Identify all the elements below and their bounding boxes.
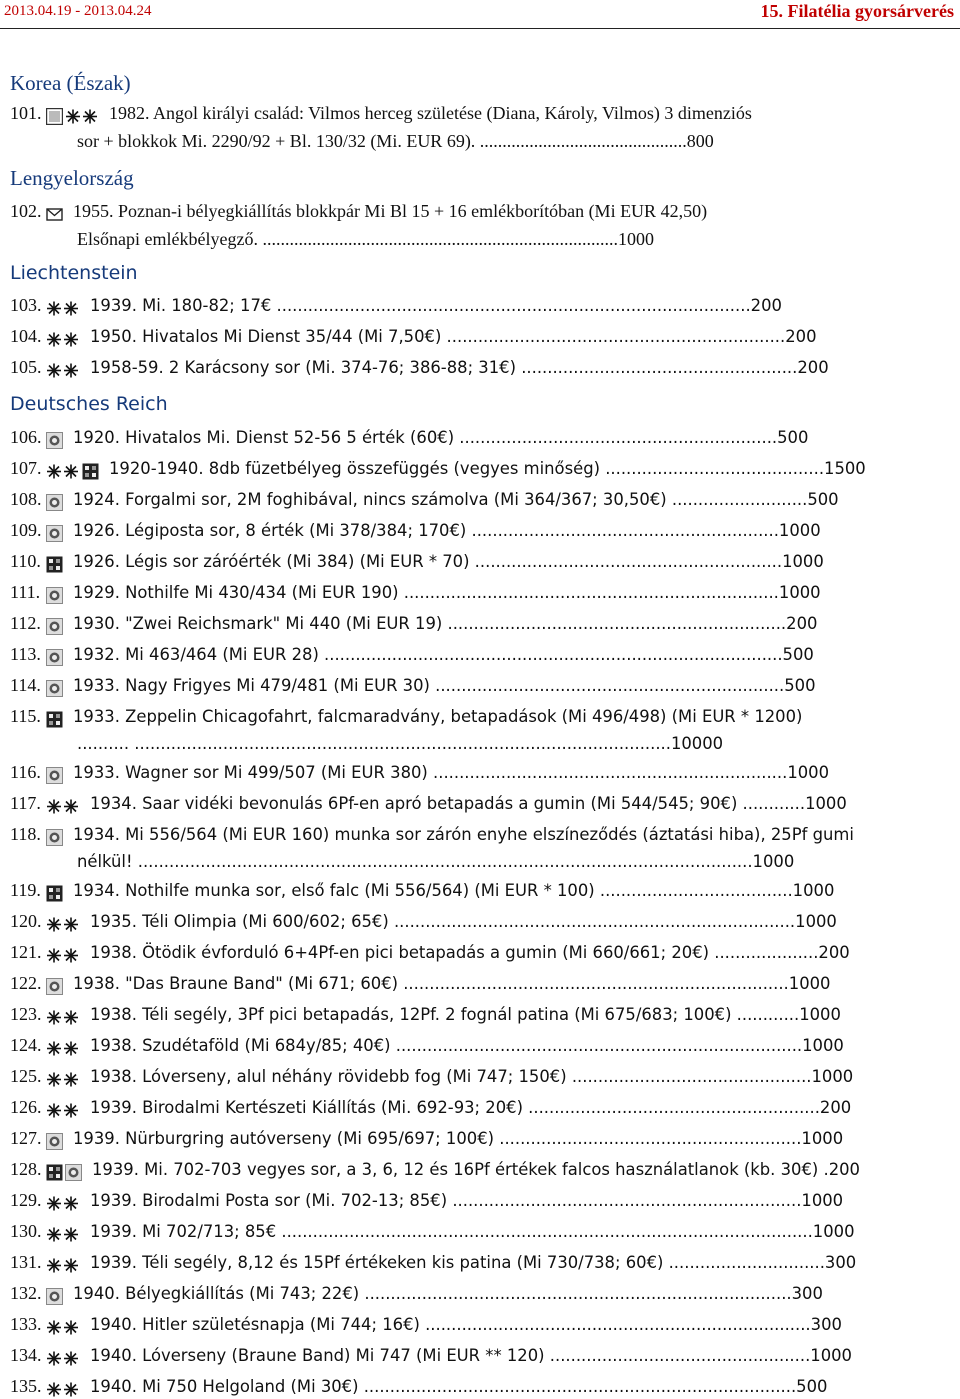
- lot-description: 1939. Nürburgring autóverseny (Mi 695/697; 100€) ..........................................................1000: [73, 1129, 844, 1148]
- lot-item: [10, 1128, 843, 1151]
- lot-number: 122.: [10, 973, 42, 993]
- lot-description-continued: Elsőnapi emlékbélyegző. ...............................................................................1000: [77, 229, 654, 249]
- used-icon: [46, 978, 63, 995]
- lot-number: 135.: [10, 1376, 42, 1396]
- condition-icons: [46, 105, 101, 126]
- lot-description-continued: .......... .......................................................................................................10000: [77, 734, 724, 753]
- condition-icons: [46, 203, 65, 224]
- condition-icons: [46, 297, 82, 318]
- lot-description: 1940. Hitler születésnapja (Mi 744; 16€) ..........................................................................300: [90, 1315, 842, 1334]
- lot-item: [10, 489, 839, 512]
- lot-item: [10, 793, 847, 816]
- hinged-icon: [46, 711, 63, 728]
- condition-icons: [46, 975, 65, 996]
- lot-description: 1938. Szudétaföld (Mi 684y/85; 40€) ..............................................................................1000: [90, 1036, 844, 1055]
- lot-number: 106.: [10, 427, 42, 447]
- lot-item: [10, 911, 837, 934]
- section-heading: Deutsches Reich: [10, 393, 168, 415]
- condition-icons: [46, 1037, 82, 1058]
- lot-description: 1940. Bélyegkiállítás (Mi 743; 22€) ..................................................................................300: [73, 1284, 823, 1303]
- lot-description: 1938. Ötödik évforduló 6+4Pf-en pici betapadás a gumin (Mi 660/661; 20€) ....................200: [90, 943, 850, 962]
- used-icon: [46, 432, 63, 449]
- lot-number: 103.: [10, 295, 42, 315]
- lot-number: 131.: [10, 1252, 42, 1272]
- lot-number: 128.: [10, 1159, 42, 1179]
- lot-number: 120.: [10, 911, 42, 931]
- lot-description: 1920. Hivatalos Mi. Dienst 52-56 5 érték (60€) .............................................................500: [73, 428, 809, 447]
- lot-description: 1930. "Zwei Reichsmark" Mi 440 (Mi EUR 19) .................................................................200: [73, 614, 818, 633]
- lot-number: 134.: [10, 1345, 42, 1365]
- lot-number: 115.: [10, 706, 41, 726]
- lot-item: [10, 201, 707, 224]
- lot-description: 1939. Mi 702/713; 85€ ......................................................................................................1000: [90, 1222, 855, 1241]
- lot-number: 109.: [10, 520, 42, 540]
- condition-icons: [46, 460, 101, 481]
- condition-icons: [46, 1316, 82, 1337]
- lot-number: 113.: [10, 644, 41, 664]
- condition-icons: [46, 1285, 65, 1306]
- lot-number: 133.: [10, 1314, 42, 1334]
- lot-item: [10, 613, 817, 636]
- hinged-icon: [46, 1164, 63, 1181]
- lot-item: [10, 1004, 841, 1027]
- used-icon: [46, 525, 63, 542]
- condition-icons: [46, 708, 65, 729]
- lot-item: [10, 458, 866, 481]
- lot-description: 1939. Mi. 180-82; 17€ ...........................................................................................200: [90, 296, 782, 315]
- lot-item: [10, 551, 824, 574]
- used-icon: [65, 1164, 82, 1181]
- used-icon: [46, 649, 63, 666]
- lot-item: [10, 1159, 860, 1182]
- lot-description: 1940. Mi 750 Helgoland (Mi 30€) ...................................................................................500: [90, 1377, 828, 1396]
- lot-number: 112.: [10, 613, 41, 633]
- used-icon: [46, 680, 63, 697]
- lot-item: [10, 973, 830, 996]
- lot-item: [10, 1252, 856, 1275]
- condition-icons: [46, 677, 65, 698]
- condition-icons: [46, 1161, 84, 1182]
- mnh-icon: [65, 108, 99, 125]
- lot-number: 117.: [10, 793, 41, 813]
- lot-number: 130.: [10, 1221, 42, 1241]
- condition-icons: [46, 646, 65, 667]
- lot-description-continued: nélkül! ......................................................................................................................1000: [77, 852, 795, 871]
- lot-item: [10, 706, 802, 729]
- lot-number: 125.: [10, 1066, 42, 1086]
- lot-description: 1934. Nothilfe munka sor, első falc (Mi 556/564) (Mi EUR * 100) .....................................1000: [73, 881, 835, 900]
- lot-item: [10, 644, 814, 667]
- lot-item: [10, 1035, 844, 1058]
- lot-description: 1924. Forgalmi sor, 2M foghibával, nincs számolva (Mi 364/367; 30,50€) ..........................500: [73, 490, 839, 509]
- lot-description: 1939. Birodalmi Posta sor (Mi. 702-13; 85€) ...................................................................1000: [90, 1191, 844, 1210]
- mnh-icon: [46, 1381, 80, 1398]
- lot-description: 1932. Mi 463/464 (Mi EUR 28) ........................................................................................500: [73, 645, 814, 664]
- lot-item: [10, 824, 854, 847]
- used-icon: [46, 1133, 63, 1150]
- lot-number: 114.: [10, 675, 41, 695]
- lot-number: 116.: [10, 762, 41, 782]
- lot-number: 123.: [10, 1004, 42, 1024]
- mnh-icon: [46, 947, 80, 964]
- date-range: 2013.04.19 - 2013.04.24: [4, 3, 152, 19]
- lot-item: [10, 582, 821, 605]
- lot-item: [10, 675, 816, 698]
- lot-description-continued: sor + blokkok Mi. 2290/92 + Bl. 130/32 (Mi. EUR 69). ..............................................800: [77, 131, 714, 151]
- lot-number: 102.: [10, 201, 42, 221]
- lot-number: 127.: [10, 1128, 42, 1148]
- condition-icons: [46, 913, 82, 934]
- lot-item: [10, 1221, 855, 1244]
- hinged-icon: [82, 463, 99, 480]
- condition-icons: [46, 882, 65, 903]
- condition-icons: [46, 795, 82, 816]
- lot-item: [10, 1376, 827, 1399]
- lot-number: 111.: [10, 582, 41, 602]
- lot-description: 1939. Mi. 702-703 vegyes sor, a 3, 6, 12 és 16Pf értékek falcos használatlanok (kb. 30€) .200: [92, 1160, 860, 1179]
- used-icon: [46, 1288, 63, 1305]
- lot-description: 1935. Téli Olimpia (Mi 600/602; 65€) .............................................................................1000: [90, 912, 837, 931]
- lot-description: 1958-59. 2 Karácsony sor (Mi. 374-76; 386-88; 31€) .....................................................200: [90, 358, 829, 377]
- lot-item: [10, 1283, 823, 1306]
- condition-icons: [46, 1099, 82, 1120]
- section-heading: Korea (Észak): [10, 71, 131, 95]
- lot-description: 1933. Zeppelin Chicagofahrt, falcmaradvány, betapadások (Mi 496/498) (Mi EUR * 1200): [73, 707, 803, 726]
- lot-number: 108.: [10, 489, 42, 509]
- lot-item: [10, 357, 829, 380]
- lot-item: [10, 880, 834, 903]
- mnh-icon: [46, 463, 80, 480]
- lot-number: 101.: [10, 103, 42, 123]
- lot-item: [10, 1066, 853, 1089]
- hinged-icon: [46, 556, 63, 573]
- lot-description: 1955. Poznan-i bélyegkiállítás blokkpár Mi Bl 15 + 16 emlékborítóban (Mi EUR 42,50): [73, 201, 708, 221]
- lot-number: 104.: [10, 326, 42, 346]
- lot-item: [10, 762, 829, 785]
- used-icon: [46, 829, 63, 846]
- condition-icons: [46, 826, 65, 847]
- mnh-icon: [46, 1009, 80, 1026]
- condition-icons: [46, 764, 65, 785]
- condition-icons: [46, 1068, 82, 1089]
- lot-number: 126.: [10, 1097, 42, 1117]
- condition-icons: [46, 429, 65, 450]
- section-heading: Liechtenstein: [10, 262, 138, 284]
- condition-icons: [46, 584, 65, 605]
- hinged-icon: [46, 885, 63, 902]
- lot-description: 1934. Mi 556/564 (Mi EUR 160) munka sor zárón enyhe elszíneződés (áztatási hiba), 25Pf gumi: [73, 825, 854, 844]
- condition-icons: [46, 491, 65, 512]
- lot-number: 118.: [10, 824, 41, 844]
- lot-description: 1926. Légis sor záróérték (Mi 384) (Mi EUR * 70) ...........................................................1000: [73, 552, 824, 571]
- mnh-icon: [46, 916, 80, 933]
- lot-number: 110.: [10, 551, 41, 571]
- section-heading: Lengyelország: [10, 166, 134, 190]
- mnh-icon: [46, 1319, 80, 1336]
- lot-description: 1939. Birodalmi Kertészeti Kiállítás (Mi. 692-93; 20€) ........................................................200: [90, 1098, 852, 1117]
- used-icon: [46, 587, 63, 604]
- condition-icons: [46, 1006, 82, 1027]
- condition-icons: [46, 1223, 82, 1244]
- lot-description: 1982. Angol királyi család: Vilmos herceg születése (Diana, Károly, Vilmos) 3 dimenziós: [109, 103, 752, 123]
- mnh-icon: [46, 1195, 80, 1212]
- lot-description: 1939. Téli segély, 8,12 és 15Pf értékeken kis patina (Mi 730/738; 60€) ..............................300: [90, 1253, 857, 1272]
- lot-number: 119.: [10, 880, 41, 900]
- lot-description: 1926. Légiposta sor, 8 érték (Mi 378/384; 170€) ...........................................................1000: [73, 521, 821, 540]
- condition-icons: [46, 522, 65, 543]
- condition-icons: [46, 553, 65, 574]
- lot-description: 1920-1940. 8db füzetbélyeg összefüggés (vegyes minőség) ..........................................1500: [109, 459, 866, 478]
- lot-item: [10, 1345, 852, 1368]
- condition-icons: [46, 1378, 82, 1399]
- lot-item: [10, 103, 752, 126]
- lot-description: 1950. Hivatalos Mi Dienst 35/44 (Mi 7,50€) .................................................................200: [90, 327, 817, 346]
- lot-item: [10, 942, 850, 965]
- lot-item: [10, 427, 808, 450]
- lot-description: 1934. Saar vidéki bevonulás 6Pf-en apró betapadás a gumin (Mi 544/545; 90€) ............1000: [90, 794, 847, 813]
- mnh-icon: [46, 1040, 80, 1057]
- lot-description: 1938. "Das Braune Band" (Mi 671; 60€) ..........................................................................1000: [73, 974, 831, 993]
- mnh-icon: [46, 362, 80, 379]
- lot-item: [10, 1314, 842, 1337]
- lot-description: 1933. Nagy Frigyes Mi 479/481 (Mi EUR 30) ...................................................................500: [73, 676, 816, 695]
- lot-item: [10, 1190, 843, 1213]
- lot-number: 105.: [10, 357, 42, 377]
- condition-icons: [46, 1254, 82, 1275]
- mnh-icon: [46, 1350, 80, 1367]
- mnh-icon: [46, 1071, 80, 1088]
- condition-icons: [46, 359, 82, 380]
- used-icon: [46, 618, 63, 635]
- lot-number: 129.: [10, 1190, 42, 1210]
- cover-icon: [46, 206, 63, 223]
- page-header: [0, 0, 960, 29]
- lot-item: [10, 1097, 851, 1120]
- mnh-icon: [46, 300, 80, 317]
- condition-icons: [46, 1347, 82, 1368]
- lot-description: 1933. Wagner sor Mi 499/507 (Mi EUR 380) ....................................................................1000: [73, 763, 830, 782]
- lot-number: 124.: [10, 1035, 42, 1055]
- used-icon: [46, 767, 63, 784]
- mnh-icon: [46, 1226, 80, 1243]
- lot-description: 1938. Téli segély, 3Pf pici betapadás, 12Pf. 2 fognál patina (Mi 675/683; 100€) ............1000: [90, 1005, 841, 1024]
- mnh-icon: [46, 1102, 80, 1119]
- condition-icons: [46, 615, 65, 636]
- lot-number: 121.: [10, 942, 42, 962]
- lot-description: 1938. Lóverseny, alul néhány rövidebb fog (Mi 747; 150€) ..............................................1000: [90, 1067, 854, 1086]
- lot-number: 107.: [10, 458, 42, 478]
- condition-icons: [46, 1130, 65, 1151]
- used-icon: [46, 494, 63, 511]
- condition-icons: [46, 944, 82, 965]
- block-icon: [46, 108, 63, 125]
- condition-icons: [46, 1192, 82, 1213]
- lot-item: [10, 295, 782, 318]
- catalog-title: 15. Filatélia gyorsárverés: [760, 1, 954, 21]
- mnh-icon: [46, 798, 80, 815]
- lot-description: 1940. Lóverseny (Braune Band) Mi 747 (Mi EUR ** 120) ..................................................1000: [90, 1346, 852, 1365]
- lot-description: 1929. Nothilfe Mi 430/434 (Mi EUR 190) ........................................................................1000: [73, 583, 821, 602]
- mnh-icon: [46, 331, 80, 348]
- mnh-icon: [46, 1257, 80, 1274]
- condition-icons: [46, 328, 82, 349]
- lot-number: 132.: [10, 1283, 42, 1303]
- lot-item: [10, 326, 817, 349]
- lot-item: [10, 520, 821, 543]
